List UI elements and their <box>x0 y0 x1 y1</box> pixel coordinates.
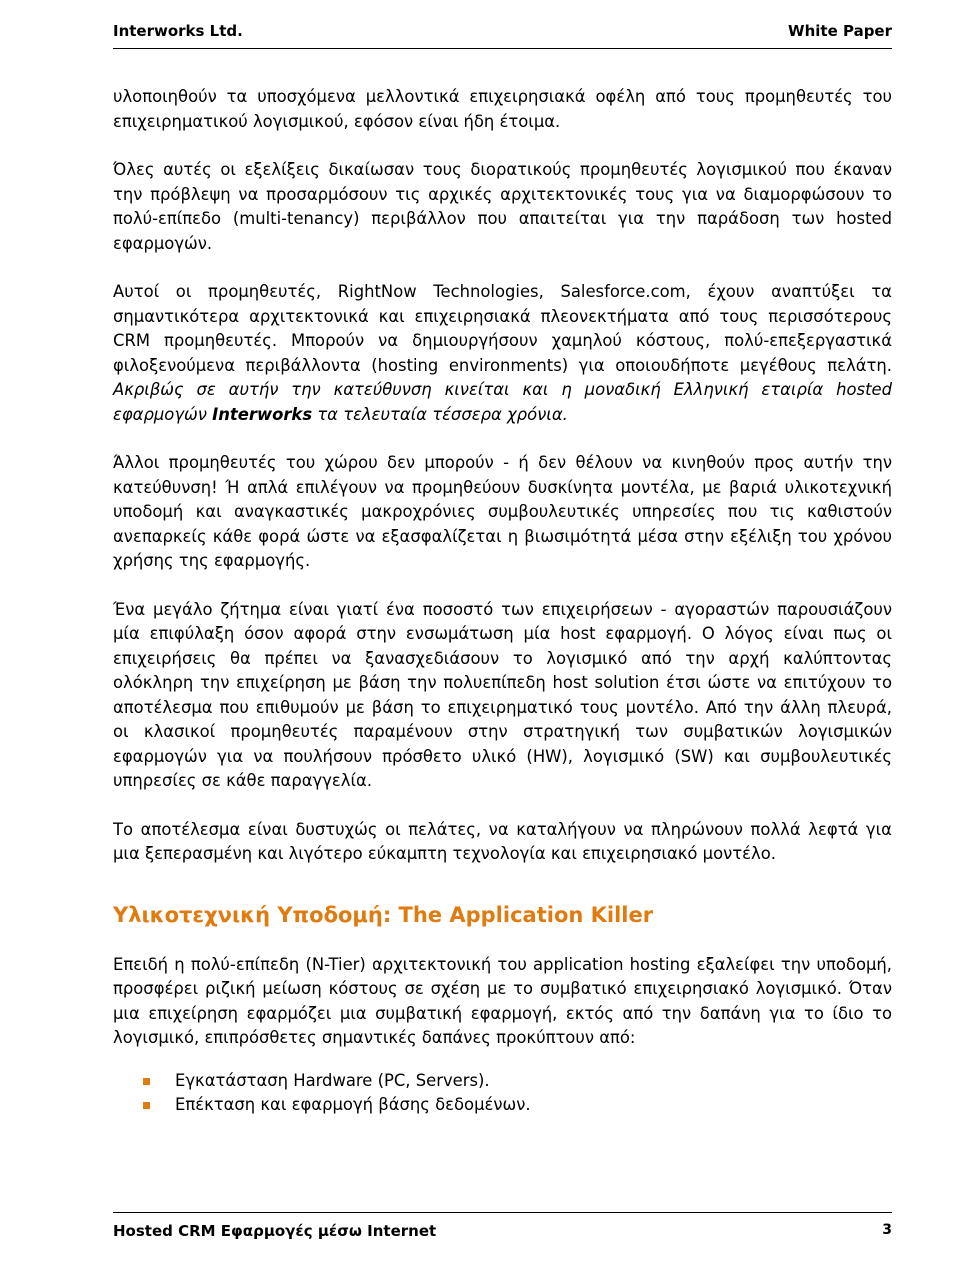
header-company: Interworks Ltd. <box>113 22 243 40</box>
section-intro: Επειδή η πολύ-επίπεδη (N-Tier) αρχιτεκτονική του application hosting εξαλείφει την υποδομή, προσφέρει ριζική μείωση κόστους σε σχέση με το συμβατικό επιχειρησιακό λογισμικό. Όταν μια επιχείρηση εφαρμόζει μια συμβατική εφαρμογή, εκτός από την δαπάνη για το ίδιο το λογισμικό, επιπρόσθετες σημαντικές δαπάνες προκύπτουν από: <box>113 954 892 1047</box>
footer-divider <box>113 1212 892 1213</box>
paragraph-6: Το αποτέλεσμα είναι δυστυχώς οι πελάτες, να καταλήγουν να πληρώνουν πολλά λεφτά για μια ξεπερασμένη και λιγότερο εύκαμπτη τεχνολογία και επιχειρησιακό μοντέλο. <box>113 819 892 863</box>
paragraph-3 <box>113 280 892 427</box>
page-header <box>113 22 892 42</box>
bullet-list <box>113 1069 892 1118</box>
list-item-text: Εγκατάσταση Hardware (PC, Servers). <box>175 1070 490 1090</box>
section-heading: Υλικοτεχνική Υποδομή: The Application Killer <box>113 902 654 927</box>
paragraph-2: Όλες αυτές οι εξελίξεις δικαίωσαν τους διορατικούς προμηθευτές λογισμικού που έκαναν την πρόβλεψη να προσαρμόσουν τις αρχικές αρχιτεκτονικές τους για να διαμορφώσουν το πολύ-επίπεδο (multi-tenancy) περιβάλλον που απαιτείται για την παράδοση των hosted εφαρμογών. <box>113 160 892 253</box>
paragraph-3-italic-2: τα τελευταία τέσσερα χρόνια. <box>317 404 568 424</box>
list-item <box>143 1069 892 1094</box>
square-bullet-icon <box>143 1078 150 1085</box>
list-item-text: Επέκταση και εφαρμογή βάσης δεδομένων. <box>175 1095 531 1114</box>
company-name-emphasis: Interworks <box>212 404 313 424</box>
paragraph-1: υλοποιηθούν τα υποσχόμενα μελλοντικά επιχειρησιακά οφέλη από τους προμηθευτές του επιχειρηματικού λογισμικού, εφόσον είναι ήδη έτοιμα. <box>113 87 892 131</box>
paragraph-4: Άλλοι προμηθευτές του χώρου δεν μπορούν - ή δεν θέλουν να κινηθούν προς αυτήν την κατεύθυνση! Ή απλά επιλέγουν να προμηθεύουν δυσκίνητα μοντέλα, με βαριά υλικοτεχνική υποδομή και αναγκαστικές μακροχρόνιες συμβουλευτικές υπηρεσίες που τις καθιστούν ανεπαρκείς κάθε φορά ώστε να εξασφαλίζεται η βιωσιμότητά μέσα στην εξέλιξη του χρόνου χρήσης της εφαρμογής. <box>113 453 892 570</box>
paragraph-3-emphasis <box>113 380 892 424</box>
page-number: 3 <box>882 1222 892 1238</box>
page-footer <box>113 1222 892 1240</box>
paragraph-5: Ένα μεγάλο ζήτημα είναι γιατί ένα ποσοστό των επιχειρήσεων - αγοραστών παρουσιάζουν μία επιφύλαξη όσον αφορά στην ενσωμάτωση μία host εφαρμογή. Ο λόγος είναι πως οι επιχειρήσεις θα πρέπει να ξανασχεδιάσουν το λογισμικό από την αρχή καλύπτοντας ολόκληρη την επιχείρηση με βάση την πολυεπίπεδη host solution έτσι ώστε να επιτύχουν το αποτέλεσμα που επιθυμούν με βάση το επιχειρηματικό τους μοντέλο. Από την άλλη πλευρά, οι κλασικοί προμηθευτές παραμένουν στην στρατηγική των συμβατικών λογισμικών εφαρμογών για να πουλήσουν πρόσθετο υλικό (HW), λογισμικό (SW) και συμβουλευτικές υπηρεσίες σε κάθε παραγγελία. <box>113 599 892 790</box>
paragraph-3-italic-1: Ακριβώς σε αυτήν την κατεύθυνση κινείται και η μοναδική Ελληνική εταιρία hosted εφαρμογών <box>113 380 892 424</box>
header-divider <box>113 48 892 49</box>
header-doc-type: White Paper <box>788 22 892 40</box>
document-body <box>113 85 892 1118</box>
footer-title: Hosted CRM Εφαρμογές μέσω Internet <box>113 1222 437 1240</box>
paragraph-3-regular: Αυτοί οι προμηθευτές, RightNow Technologies, Salesforce.com, έχουν αναπτύξει τα σημαντικότερα αρχιτεκτονικά και επιχειρησιακά πλεονεκτήματα από τους περισσότερους CRM προμηθευτές. Μπορούν να δημιουργήσουν χαμηλού κόστους, πολύ-επεξεργαστικά φιλοξενούμενα περιβάλλοντα (hosting environments) για οποιουδήποτε μεγέθους πελάτη. <box>113 282 892 375</box>
list-item <box>143 1093 892 1118</box>
square-bullet-icon <box>143 1102 150 1109</box>
